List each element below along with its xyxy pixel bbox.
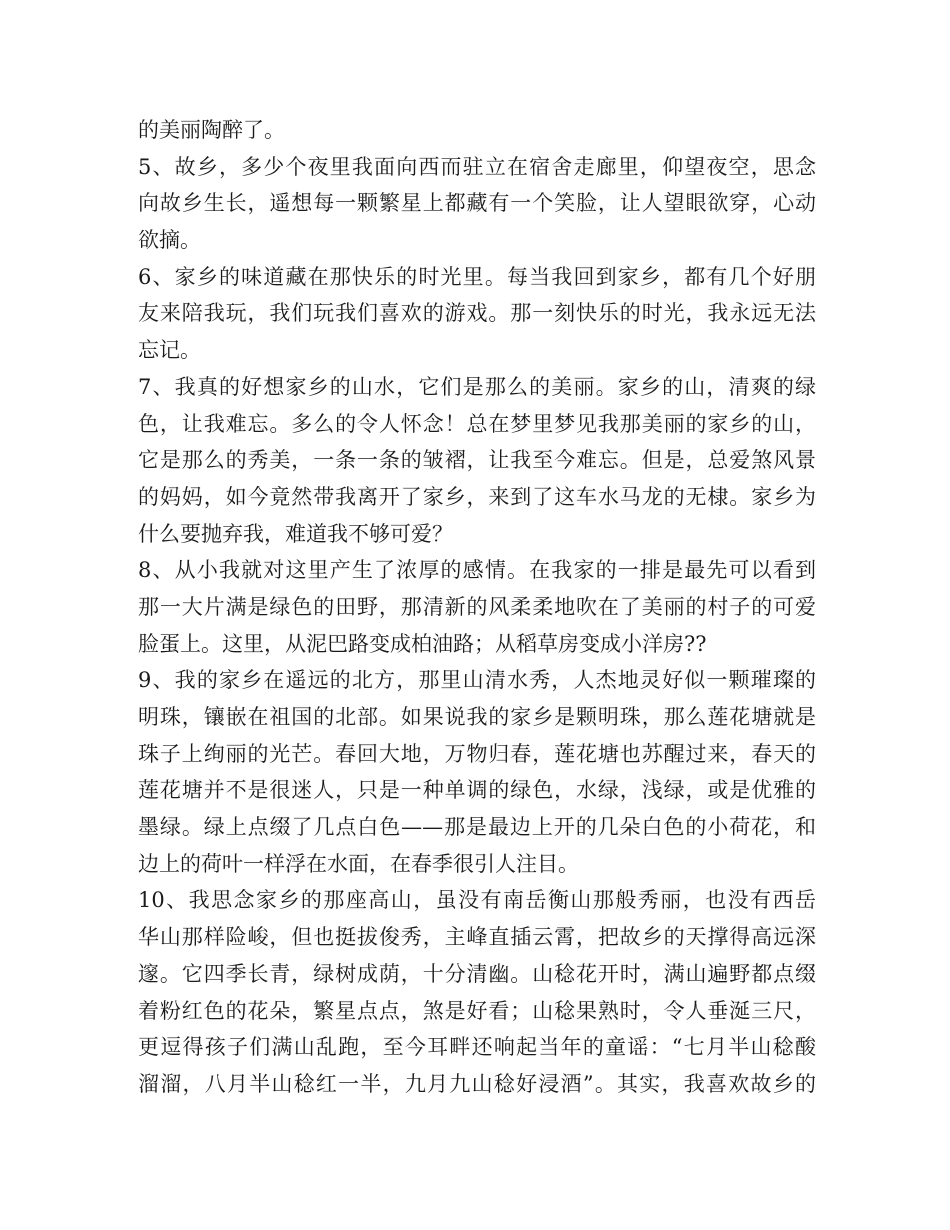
text-line: 邃。它四季长青，绿树成荫，十分清幽。山稔花开时，满山遍野都点缀 [138,961,816,986]
text-line: 明珠，镶嵌在祖国的北部。如果说我的家乡是颗明珠，那么莲花塘就是 [138,705,816,729]
text-line: 忘记。 [138,338,201,363]
text-line: 那一大片满是绿色的田野，那清新的风柔柔地吹在了美丽的村子的可爱 [138,594,816,619]
text-line: 更逗得孩子们满山乱跑，至今耳畔还响起当年的童谣：“七月半山稔酸 [138,1035,816,1060]
text-line: 着粉红色的花朵，繁星点点，煞是好看；山稔果熟时，令人垂涎三尺， [138,998,816,1023]
paragraph-p9 [138,662,816,882]
text-line: 边上的荷叶一样浮在水面，在春季很引人注目。 [138,851,579,876]
text-line: 7、我真的好想家乡的山水，它们是那么的美丽。家乡的山，清爽的绿 [138,374,816,399]
text-line: 8、从小我就对这里产生了浓厚的感情。在我家的一排是最先可以看到 [138,558,816,583]
text-line: 脸蛋上。这里，从泥巴路变成柏油路；从稻草房变成小洋房?? [138,631,707,656]
text-line: 珠子上绚丽的光芒。春回大地，万物归春，莲花塘也苏醒过来，春天的 [138,741,816,766]
paragraph-p6 [138,259,816,369]
text-line: 墨绿。绿上点缀了几点白色——那是最边上开的几朵白色的小荷花，和 [138,815,816,840]
text-line: 5、故乡，多少个夜里我面向西而驻立在宿舍走廊里，仰望夜空，思念 [138,154,816,179]
text-line: 向故乡生长，遥想每一颗繁星上都藏有一个笑脸，让人望眼欲穿，心动 [138,191,816,216]
paragraph-p8 [138,552,816,662]
text-line: 华山那样险峻，但也挺拔俊秀，主峰直插云霄，把故乡的天撑得高远深 [138,925,816,950]
text-line: 它是那么的秀美，一条一条的皱褶，让我至今难忘。但是，总爱煞风景 [138,448,816,473]
paragraph-p7 [138,369,816,552]
text-line: 溜溜，八月半山稔红一半，九月九山稔好浸酒”。其实，我喜欢故乡的 [138,1071,816,1096]
paragraph-p-cont [138,112,816,149]
text-line: 欲摘。 [138,228,201,253]
text-line: 6、家乡的味道藏在那快乐的时光里。每当我回到家乡，都有几个好朋 [138,264,816,289]
text-line: 莲花塘并不是很迷人，只是一种单调的绿色，水绿，浅绿，或是优雅的 [138,778,816,803]
text-line: 色，让我难忘。多么的令人怀念！总在梦里梦见我那美丽的家乡的山， [138,411,816,436]
text-line: 9、我的家乡在遥远的北方，那里山清水秀，人杰地灵好似一颗璀璨的 [138,668,816,693]
text-line: 什么要抛弃我，难道我不够可爱？ [138,521,453,546]
paragraph-p10 [138,882,816,1102]
document-body [138,112,816,1103]
text-line: 的妈妈，如今竟然带我离开了家乡，来到了这车水马龙的无棣。家乡为 [138,484,816,509]
paragraph-p5 [138,149,816,259]
text-line: 10、我思念家乡的那座高山，虽没有南岳衡山那般秀丽，也没有西岳 [138,888,816,913]
text-line: 的美丽陶醉了。 [138,118,285,142]
text-line: 友来陪我玩，我们玩我们喜欢的游戏。那一刻快乐的时光，我永远无法 [138,301,816,326]
